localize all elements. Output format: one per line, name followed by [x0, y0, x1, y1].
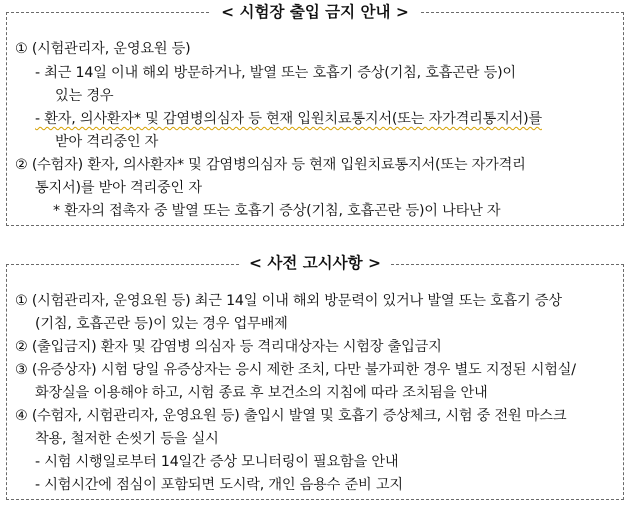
advance-notice-box: [6, 254, 624, 500]
advance-notice-title: < 사전 고시사항 >: [7, 253, 623, 273]
notice1-line: 있는 경우: [55, 88, 114, 104]
notice1-line: - 환자, 의사환자* 및 감염병의심자 등 현재 입원치료통지서(또는 자가격리통지서)를: [35, 111, 542, 127]
notice2-line: ④ (수험자, 시험관리자, 운영요원 등) 출입시 발열 및 호흡기 증상체크, 시험 중 전원 마스크: [15, 408, 567, 424]
notice2-line: 착용, 철저한 손씻기 등을 실시: [35, 431, 219, 447]
notice2-line: ② (출입금지) 환자 및 감염병 의심자 등 격리대상자는 시험장 출입금지: [15, 339, 442, 355]
entry-ban-notice-title: < 시험장 출입 금지 안내 >: [7, 2, 623, 22]
notice1-line: 받아 격리중인 자: [55, 134, 159, 150]
notice2-line: 화장실을 이용해야 하고, 시험 종료 후 보건소의 지침에 따라 조치됨을 안내: [35, 385, 488, 401]
notice1-footnote: * 환자의 접촉자 중 발열 또는 호흡기 증상(기침, 호흡곤란 등)이 나타난 자: [53, 203, 501, 219]
notice1-line: 통지서)를 받아 격리중인 자: [35, 180, 202, 196]
notice2-line: ③ (유증상자) 시험 당일 유증상자는 응시 제한 조치, 다만 불가피한 경우 별도 지정된 시험실/: [15, 362, 576, 378]
notice1-line: ① (시험관리자, 운영요원 등): [15, 41, 191, 57]
notice1-line: - 최근 14일 이내 해외 방문하거나, 발열 또는 호흡기 증상(기침, 호흡곤란 등)이: [35, 65, 516, 81]
entry-ban-notice-box: [6, 3, 624, 226]
notice2-line: - 시험 시행일로부터 14일간 증상 모니터링이 필요함을 안내: [35, 454, 399, 470]
notice2-line: (기침, 호흡곤란 등)이 있는 경우 업무배제: [35, 316, 288, 332]
notice2-line: - 시험시간에 점심이 포함되면 도시락, 개인 음용수 준비 고지: [35, 477, 403, 493]
notice1-line: ② (수험자) 환자, 의사환자* 및 감염병의심자 등 현재 입원치료통지서(또는 자가격리: [15, 157, 526, 173]
notice2-line: ① (시험관리자, 운영요원 등) 최근 14일 이내 해외 방문력이 있거나 발열 또는 호흡기 증상: [15, 293, 562, 309]
